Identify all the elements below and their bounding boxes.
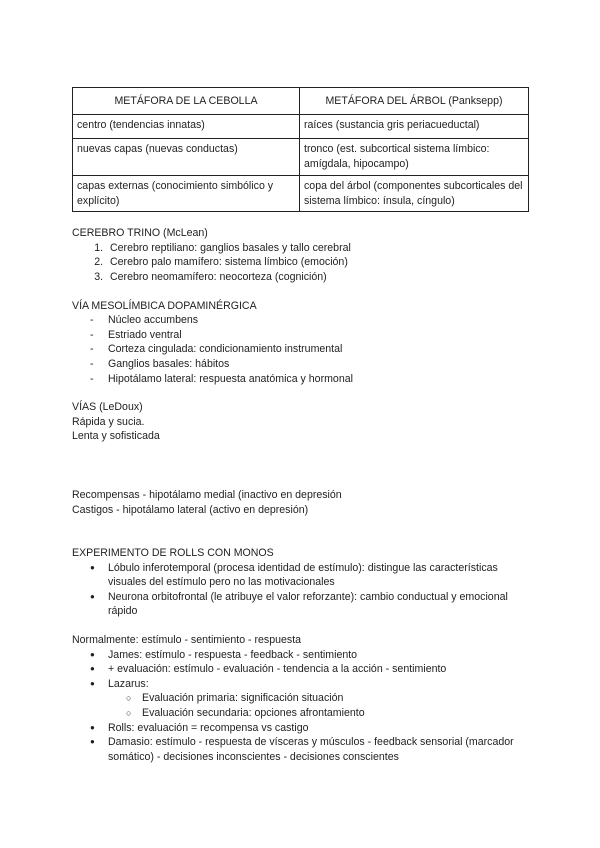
table-row bbox=[73, 139, 529, 176]
table-header-cell: METÁFORA DEL ÁRBOL (Panksepp) bbox=[300, 88, 529, 115]
table-row bbox=[73, 176, 529, 212]
list-item: ● Neurona orbitofrontal (le atribuye el valor reforzante): cambio conductual y emocional rápido bbox=[90, 590, 528, 619]
list-item: ● Lóbulo inferotemporal (procesa identidad de estímulo): distingue las características visuales del estímulo pero no las motivacionales bbox=[90, 561, 528, 590]
bullet-list bbox=[72, 561, 528, 619]
list-item: 1. Cerebro reptiliano: ganglios basales y tallo cerebral bbox=[106, 241, 528, 256]
sub-list-item: ○ Evaluación primaria: significación situación bbox=[126, 691, 528, 706]
metaphor-table bbox=[72, 87, 529, 212]
text-line: Lenta y sofisticada bbox=[72, 430, 160, 443]
numbered-list bbox=[72, 241, 528, 285]
table-cell: nuevas capas (nuevas conductas) bbox=[73, 139, 300, 176]
normalmente-section bbox=[72, 633, 528, 764]
section-heading: Normalmente: estímulo - sentimiento - respuesta bbox=[72, 634, 302, 647]
list-item: ● + evaluación: estímulo - evaluación - tendencia a la acción - sentimiento bbox=[90, 662, 528, 677]
list-item: - Estriado ventral bbox=[90, 328, 528, 343]
document-page bbox=[72, 87, 528, 764]
list-item: ● Rolls: evaluación = recompensa vs castigo bbox=[90, 721, 528, 736]
rolls-section bbox=[72, 546, 528, 619]
table-cell: tronco (est. subcortical sistema límbico: amígdala, hipocampo) bbox=[300, 139, 529, 176]
list-item: - Corteza cingulada: condicionamiento instrumental bbox=[90, 342, 528, 357]
via-mesolimbica-section bbox=[72, 299, 528, 387]
text-line: Recompensas - hipotálamo medial (inactivo en depresión bbox=[72, 488, 342, 501]
table-cell: raíces (sustancia gris periacueductal) bbox=[300, 115, 529, 139]
list-item-lazarus bbox=[90, 677, 528, 721]
cerebro-trino-section bbox=[72, 226, 528, 284]
section-heading: EXPERIMENTO DE ROLLS CON MONOS bbox=[72, 547, 274, 560]
list-item: 3. Cerebro neomamífero: neocorteza (cognición) bbox=[106, 270, 528, 285]
list-item: - Ganglios basales: hábitos bbox=[90, 357, 528, 372]
table-cell: capas externas (conocimiento simbólico y explícito) bbox=[73, 176, 300, 212]
text-line: Castigos - hipotálamo lateral (activo en depresión) bbox=[72, 503, 309, 516]
section-heading: CEREBRO TRINO (McLean) bbox=[72, 227, 208, 240]
recompensas-section bbox=[72, 488, 528, 517]
vias-section bbox=[72, 400, 528, 444]
section-heading: VÍA MESOLÍMBICA DOPAMINÉRGICA bbox=[72, 299, 257, 312]
list-item: - Núcleo accumbens bbox=[90, 313, 528, 328]
table-header-row bbox=[73, 88, 529, 115]
list-item: ● James: estímulo - respuesta - feedback - sentimiento bbox=[90, 648, 528, 663]
text-line: Rápida y sucia. bbox=[72, 415, 145, 428]
list-item-label: Lazarus: bbox=[108, 677, 149, 690]
list-item: ● Damasio: estímulo - respuesta de vísceras y músculos - feedback sensorial (marcador somático) - decisiones inconscientes - decisiones conscientes bbox=[90, 735, 528, 764]
bullet-list bbox=[72, 648, 528, 765]
sub-list-item: ○ Evaluación secundaria: opciones afrontamiento bbox=[126, 706, 528, 721]
table-row bbox=[73, 115, 529, 139]
list-item: - Hipotálamo lateral: respuesta anatómica y hormonal bbox=[90, 372, 528, 387]
table-header-cell: METÁFORA DE LA CEBOLLA bbox=[73, 88, 300, 115]
list-item: 2. Cerebro palo mamífero: sistema límbico (emoción) bbox=[106, 255, 528, 270]
sub-list bbox=[108, 691, 528, 720]
section-heading: VÍAS (LeDoux) bbox=[72, 401, 143, 414]
dash-list bbox=[72, 313, 528, 386]
table-cell: centro (tendencias innatas) bbox=[73, 115, 300, 139]
table-cell: copa del árbol (componentes subcorticales del sistema límbico: ínsula, cíngulo) bbox=[300, 176, 529, 212]
